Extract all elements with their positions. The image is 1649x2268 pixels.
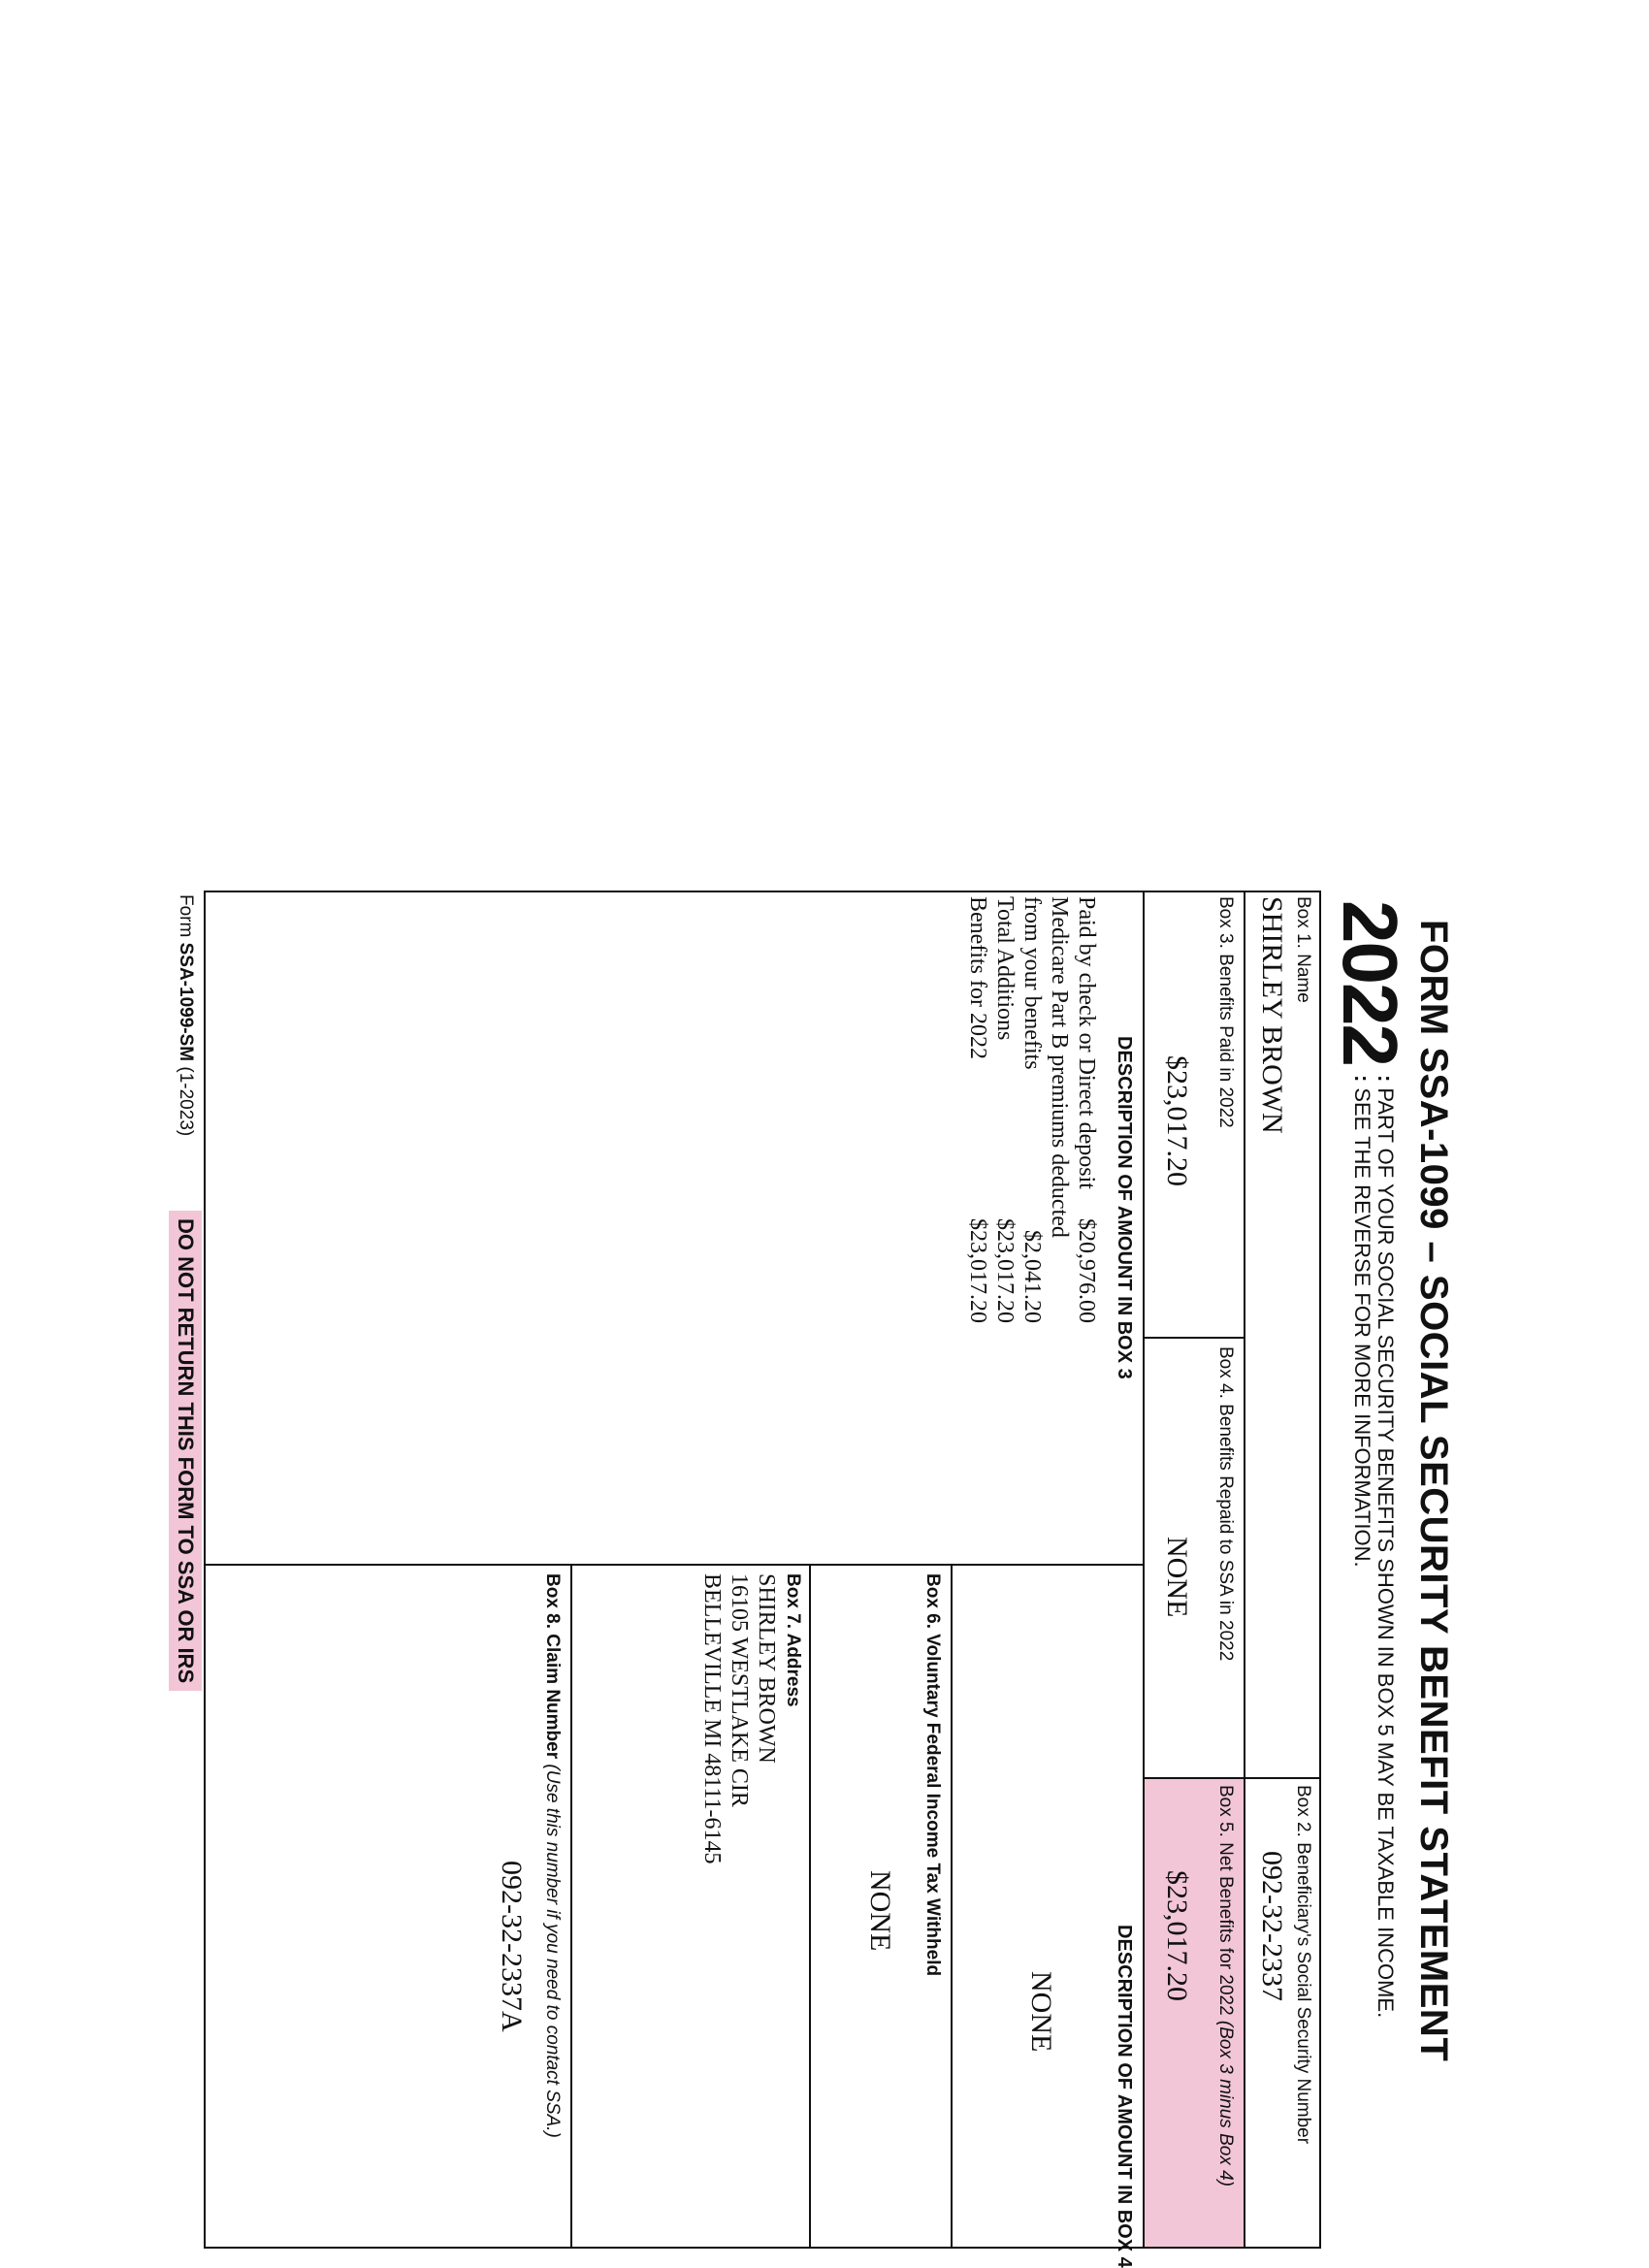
divider-right-column [204, 1564, 1143, 1566]
box7-address [698, 1573, 780, 1864]
box5-label-note: (Box 3 minus Box 4) [1215, 2020, 1236, 2187]
form-prefix: Form [176, 894, 196, 938]
divider-box3-box4 [1145, 1337, 1244, 1339]
desc-box3-heading: DESCRIPTION OF AMOUNT IN BOX 3 [1114, 1036, 1135, 1379]
divider-box8-top [570, 1566, 572, 2249]
form-revision: (1-2023) [176, 1066, 196, 1137]
desc-box4-heading: DESCRIPTION OF AMOUNT IN BOX 4 [1114, 1925, 1135, 2268]
box8-label-text: Box 8. Claim Number [542, 1573, 563, 1760]
box5-value: $23,017.20 [1161, 1870, 1193, 2001]
ssa-1099-form-sheet [174, 891, 1469, 2268]
divider-row1 [1244, 891, 1245, 2249]
divider-row2 [1143, 891, 1145, 2249]
address-line: BELLEVILLE MI 48111-6145 [699, 1573, 725, 1864]
address-line: SHIRLEY BROWN [754, 1573, 779, 1764]
desc-row-amount: $23,017.20 [992, 1218, 1018, 1323]
address-line: 16105 WESTLAKE CIR [727, 1573, 752, 1807]
divider-box1-box2 [1244, 1777, 1321, 1779]
box8-label-note: (Use this number if you need to contact SSA.) [542, 1764, 563, 2138]
box1-label: Box 1. Name [1293, 896, 1313, 1003]
divider-box4-box5 [1145, 1777, 1244, 1779]
box1-name-value: SHIRLEY BROWN [1256, 896, 1288, 1134]
box5-label-text: Box 5. Net Benefits for 2022 [1215, 1785, 1236, 2016]
box2-label: Box 2. Beneficiary's Social Security Number [1293, 1785, 1313, 2145]
box3-label: Box 3. Benefits Paid in 2022 [1215, 896, 1236, 1128]
form-id: SSA-1099-SM [176, 942, 196, 1062]
desc-row-label: from your benefits [1019, 896, 1045, 1070]
note-line-1: PART OF YOUR SOCIAL SECURITY BENEFITS SHOWN IN BOX 5 MAY BE TAXABLE INCOME. [1374, 1087, 1398, 2019]
box8-label [541, 1573, 563, 2138]
taxable-income-note: :PART OF YOUR SOCIAL SECURITY BENEFITS SHOWN IN BOX 5 MAY BE TAXABLE INCOME. :SEE THE REVERSE FOR MORE INFORMATION. [1350, 1075, 1398, 2019]
do-not-return-warning: DO NOT RETURN THIS FORM TO SSA OR IRS [169, 1211, 202, 1691]
box4-value: NONE [1161, 1537, 1193, 1618]
desc-row-label: Benefits for 2022 [965, 896, 990, 1059]
desc-row-amount: $23,017.20 [965, 1218, 990, 1323]
box5-label [1214, 1785, 1236, 2187]
note-line-2: SEE THE REVERSE FOR MORE INFORMATION. [1350, 1087, 1374, 1568]
divider-box6-top [951, 1566, 953, 2249]
box2-ssn-value: 092-32-2337 [1256, 1851, 1288, 2001]
box4-label: Box 4. Benefits Repaid to SSA in 2022 [1215, 1346, 1236, 1662]
divider-box7-top [809, 1566, 811, 2249]
box6-label: Box 6. Voluntary Federal Income Tax Withheld [922, 1573, 943, 1977]
desc-row-label: Paid by check or Direct deposit [1074, 896, 1099, 1189]
desc-row-amount: $2,041.20 [1019, 1230, 1045, 1323]
box8-value: 092-32-2337A [496, 1861, 528, 2032]
desc-row-label: Medicare Part B premiums deducted [1047, 896, 1072, 1238]
desc-row-label: Total Additions [992, 896, 1018, 1041]
desc-box4-value: NONE [1025, 1971, 1057, 2053]
box7-label: Box 7. Address [783, 1573, 803, 1707]
box6-value: NONE [864, 1870, 896, 1952]
form-year: 2022 [1327, 900, 1413, 1065]
desc-row-amount: $20,976.00 [1074, 1218, 1099, 1323]
box3-value: $23,017.20 [1161, 1055, 1193, 1186]
form-title: FORM SSA-1099 – SOCIAL SECURITY BENEFIT STATEMENT [1412, 920, 1455, 2062]
desc-box3-list [954, 896, 1100, 1323]
form-id-footer [175, 894, 196, 1136]
